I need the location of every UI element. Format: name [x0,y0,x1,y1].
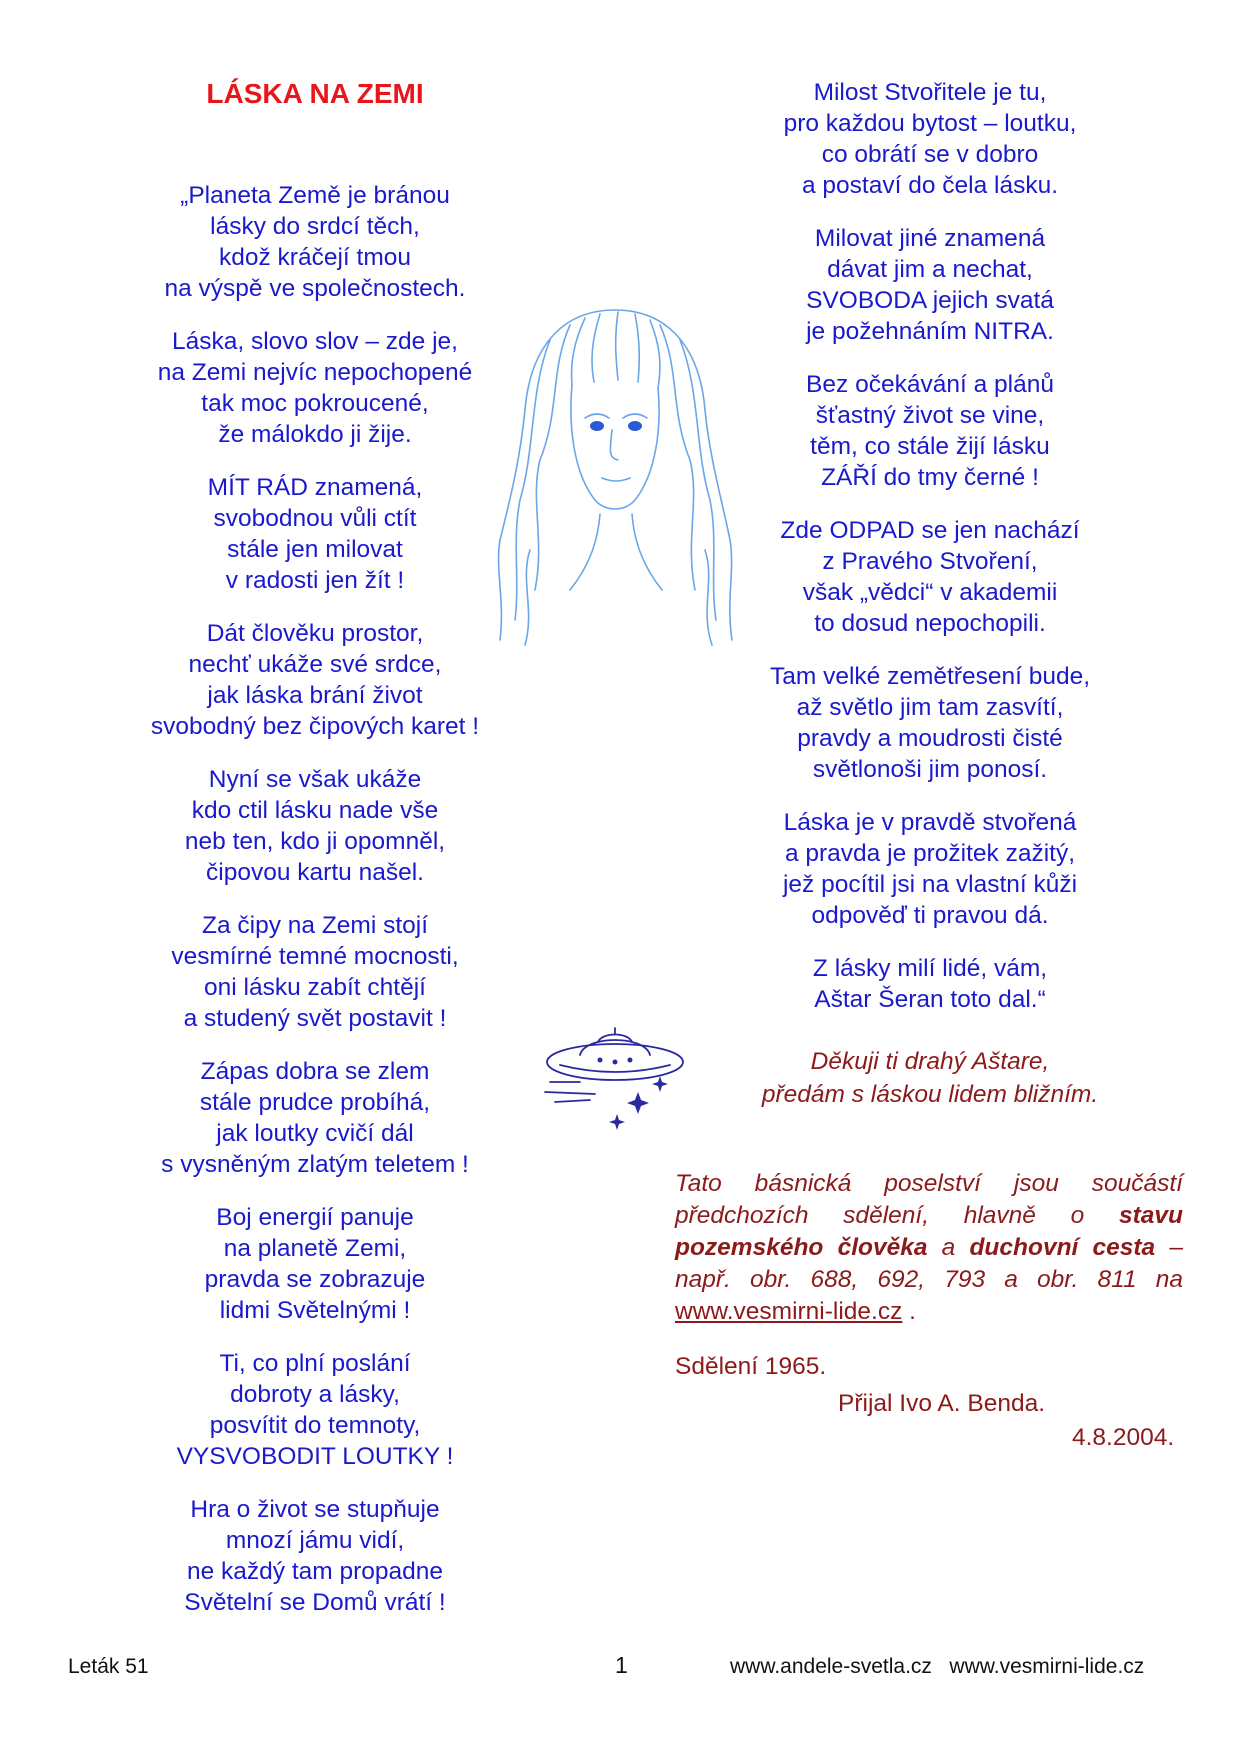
poem-line: ZÁŘÍ do tmy černé ! [821,464,1039,491]
stanza [720,515,1140,639]
poem-line: Láska, slovo slov – zde je, [172,328,458,355]
stanza [720,807,1140,931]
stanza [720,223,1140,347]
poem-line: odpověď ti pravou dá. [811,902,1049,929]
poem-line: Nyní se však ukáže [208,766,422,793]
stanza [720,369,1140,493]
website-link[interactable]: www.vesmirni-lide.cz [675,1298,903,1325]
stanza [100,618,530,742]
poem-line: jež pocítil jsi na vlastní kůži [782,871,1078,898]
poem-line: kdož kráčejí tmou [219,244,411,271]
poem-line: svobodný bez čipových karet ! [150,713,480,740]
note-text: Tato básnická poselství jsou součástí předchozích sdělení, hlavně o [675,1170,1183,1229]
poem-line: dávat jim a nechat, [827,256,1033,283]
poem-line: jak loutky cvičí dál [216,1120,414,1147]
poem-line: pravda se zobrazuje [204,1266,426,1293]
note-text: . [909,1298,916,1325]
page-number: 1 [615,1652,628,1678]
poem-line: a pravda je prožitek zažitý, [784,840,1076,867]
poem-line: z Pravého Stvoření, [822,548,1038,575]
poem-line: na výspě ve společnostech. [164,275,466,302]
poem-line: Zápas dobra se zlem [200,1058,430,1085]
poem-line: Dát člověku prostor, [206,620,424,647]
poem-line: SVOBODA jejich svatá [806,287,1054,314]
poem-line: Hra o život se stupňuje [190,1496,440,1523]
poem-line: v radosti jen žít ! [225,567,405,594]
source-note [675,1168,1183,1328]
stanza [100,180,530,304]
poem-line: Milovat jiné znamená [814,225,1046,252]
page-title: LÁSKA NA ZEMI [206,78,424,109]
poem-line: Za čipy na Zemi stojí [201,912,428,939]
note-bold-topic: stavu pozemského člověka [675,1202,1183,1261]
poem-line: svobodnou vůli ctít [213,505,417,532]
poem-line: posvítit do temnoty, [209,1412,421,1439]
poem-line: neb ten, kdo ji opomněl, [184,828,446,855]
poem-right-column [720,77,1140,1037]
poem-line: Tam velké zemětřesení bude, [769,663,1091,690]
ufo-icon [540,1020,700,1140]
poem-line: až světlo jim tam zasvítí, [796,694,1064,721]
thanks-line: předám s láskou lidem bližním. [761,1081,1099,1108]
stanza [100,1494,530,1618]
poem-line: ne každý tam propadne [186,1558,444,1585]
poem-line: „Planeta Země je bránou [180,182,450,209]
poem-line: Ti, co plní poslání [219,1350,411,1377]
stanza [100,1056,530,1180]
poem-line: nechť ukáže své srdce, [188,651,442,678]
poem-line: Milost Stvořitele je tu, [813,79,1047,106]
girl-portrait-icon [490,300,740,655]
poem-line: MÍT RÁD znamená, [207,474,423,501]
poem-line: těm, co stále žijí lásku [810,433,1050,460]
poem-line: VYSVOBODIT LOUTKY ! [176,1443,454,1470]
stanza [720,661,1140,785]
footer-leaflet-number: Leták 51 [68,1655,149,1678]
poem-line: pro každou bytost – loutku, [783,110,1077,137]
poem-line: Aštar Šeran toto dal.“ [814,986,1046,1013]
stanza [100,472,530,596]
stanza [100,326,530,450]
poem-line: a studený svět postavit ! [183,1005,447,1032]
thanks-line: Děkuji ti drahý Aštare, [810,1048,1050,1075]
poem-line: však „vědci“ v akademii [802,579,1058,606]
poem-line: mnozí jámu vidí, [225,1527,405,1554]
poem-line: a postaví do čela lásku. [801,172,1059,199]
poem-line: co obrátí se v dobro [821,141,1039,168]
poem-line: Světelní se Domů vrátí ! [184,1589,446,1616]
poem-line: Z lásky milí lidé, vám, [812,955,1048,982]
poem-line: je požehnáním NITRA. [806,318,1054,345]
note-text: – např. obr. 688, 692, 793 a obr. 811 na [675,1234,1183,1293]
poem-line: jak láska brání život [207,682,423,709]
poem-line: světlonoši jim ponosí. [812,756,1048,783]
poem-line: na Zemi nejvíc nepochopené [157,359,473,386]
poem-line: čipovou kartu našel. [206,859,424,886]
stanza [100,1348,530,1472]
poem-line: Boj energií panuje [216,1204,414,1231]
note-bold-topic: duchovní cesta [969,1234,1156,1261]
stanza [100,764,530,888]
poem-line: že málokdo ji žije. [218,421,412,448]
poem-line: dobroty a lásky, [230,1381,400,1408]
poem-line: lidmi Světelnými ! [219,1297,411,1324]
message-number: Sdělení 1965. [675,1353,827,1380]
stanza [100,1202,530,1326]
poem-line: s vysněným zlatým teletem ! [161,1151,469,1178]
poem-line: tak moc pokroucené, [201,390,429,417]
poem-line: šťastný život se vine, [815,402,1045,429]
stanza [100,910,530,1034]
poem-line: kdo ctil lásku nade vše [191,797,439,824]
poem-line: stále jen milovat [227,536,403,563]
poem-line: Bez očekávání a plánů [806,371,1054,398]
poem-line: oni lásku zabít chtějí [204,974,426,1001]
poem-line: na planetě Zemi, [223,1235,407,1262]
stanza [720,953,1140,1015]
poem-left-column [100,180,530,1640]
poem-line: pravdy a moudrosti čisté [797,725,1063,752]
date: 4.8.2004. [1072,1424,1175,1451]
poem-line: stále prudce probíhá, [199,1089,431,1116]
poem-line: lásky do srdcí těch, [210,213,420,240]
poem-line: Zde ODPAD se jen nachází [780,517,1080,544]
poem-line: to dosud nepochopili. [814,610,1046,637]
received-by: Přijal Ivo A. Benda. [838,1390,1046,1417]
footer-websites: www.andele-svetla.cz www.vesmirni-lide.cz [730,1655,1145,1678]
thanks-note [720,1045,1140,1111]
poem-line: Láska je v pravdě stvořená [783,809,1077,836]
stanza [720,77,1140,201]
poem-line: vesmírné temné mocnosti, [171,943,459,970]
note-text: a [941,1234,956,1261]
